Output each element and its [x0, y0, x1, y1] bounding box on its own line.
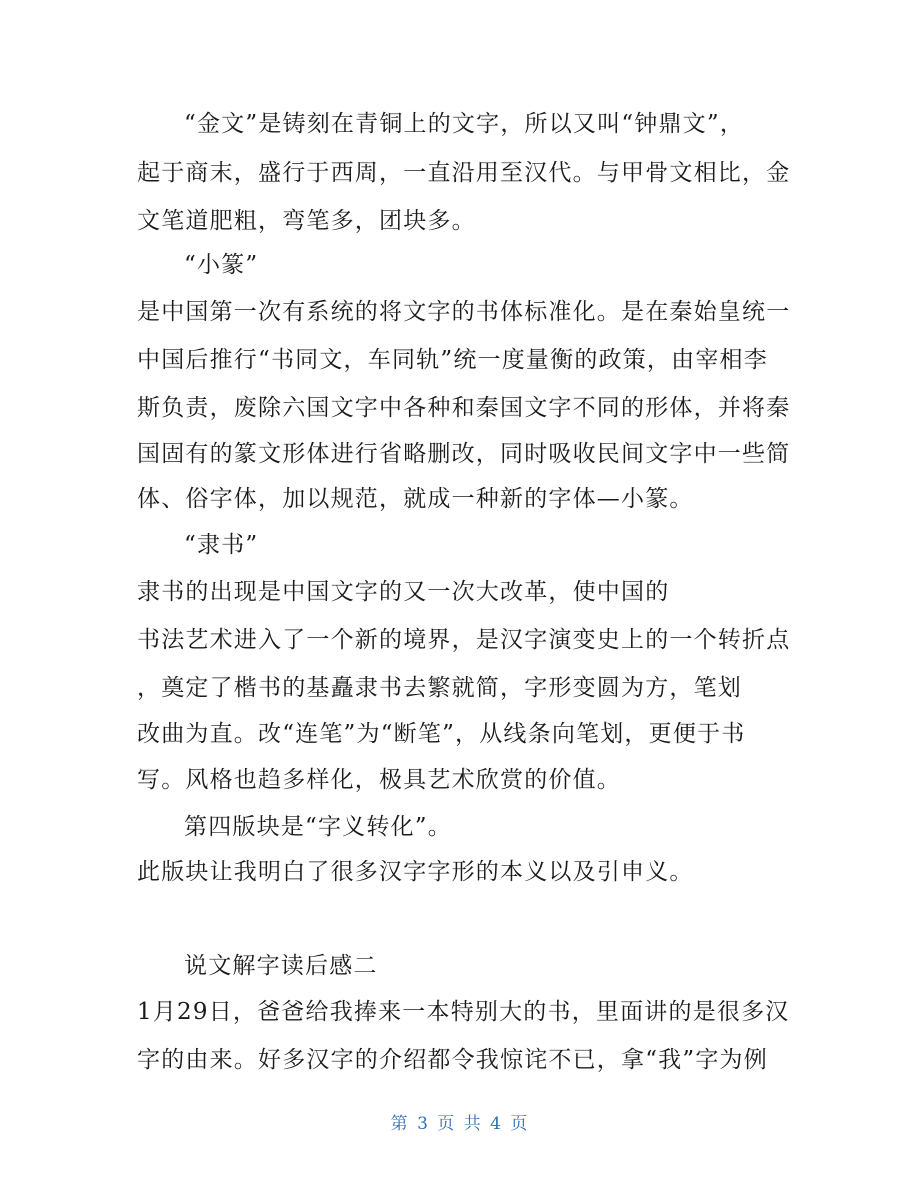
paragraph-line: 1月29日，爸爸给我捧来一本特别大的书，里面讲的是很多汉	[137, 999, 790, 1025]
section-heading: “隶书”	[184, 532, 259, 558]
paragraph-line: 文笔道肥粗，弯笔多，团块多。	[137, 208, 476, 234]
paragraph-line: 第四版块是“字义转化”。	[184, 814, 452, 840]
paragraph-line: 写。风格也趋多样化，极具艺术欣赏的价值。	[137, 767, 621, 793]
paragraph-line: 字的由来。好多汉字的介绍都令我惊诧不已，拿“我”字为例	[137, 1047, 768, 1073]
section-heading: “小篆”	[184, 252, 259, 278]
paragraph-line: 书法艺术进入了一个新的境界，是汉字演变史上的一个转折点	[137, 627, 791, 653]
paragraph-line: 中国后推行“书同文，车同轨”统一度量衡的政策，由宰相李	[137, 347, 768, 373]
paragraph-line: 斯负责，废除六国文字中各种和秦国文字不同的形体，并将秦	[137, 395, 791, 421]
paragraph-line: 改曲为直。改“连笔”为“断笔”，从线条向笔划，更便于书	[137, 721, 746, 747]
article-title: 说文解字读后感二	[184, 953, 378, 979]
paragraph-line: “金文”是铸刻在青铜上的文字，所以又叫“钟鼎文”，	[184, 111, 745, 137]
paragraph-line: ，奠定了楷书的基矗隶书去繁就简，字形变圆为方，笔划	[137, 675, 742, 701]
paragraph-line: 体、俗字体，加以规范，就成一种新的字体—小篆。	[137, 486, 694, 512]
paragraph-line: 隶书的出现是中国文字的又一次大改革，使中国的	[137, 579, 670, 605]
paragraph-line: 此版块让我明白了很多汉字字形的本义以及引申义。	[137, 859, 694, 885]
page-footer: 第 3 页 共 4 页	[390, 1114, 530, 1134]
paragraph-line: 起于商末，盛行于西周，一直沿用至汉代。与甲骨文相比，金	[137, 160, 791, 186]
paragraph-line: 国固有的篆文形体进行省略删改，同时吸收民间文字中一些简	[137, 441, 791, 467]
paragraph-line: 是中国第一次有系统的将文字的书体标准化。是在秦始皇统一	[137, 299, 791, 325]
